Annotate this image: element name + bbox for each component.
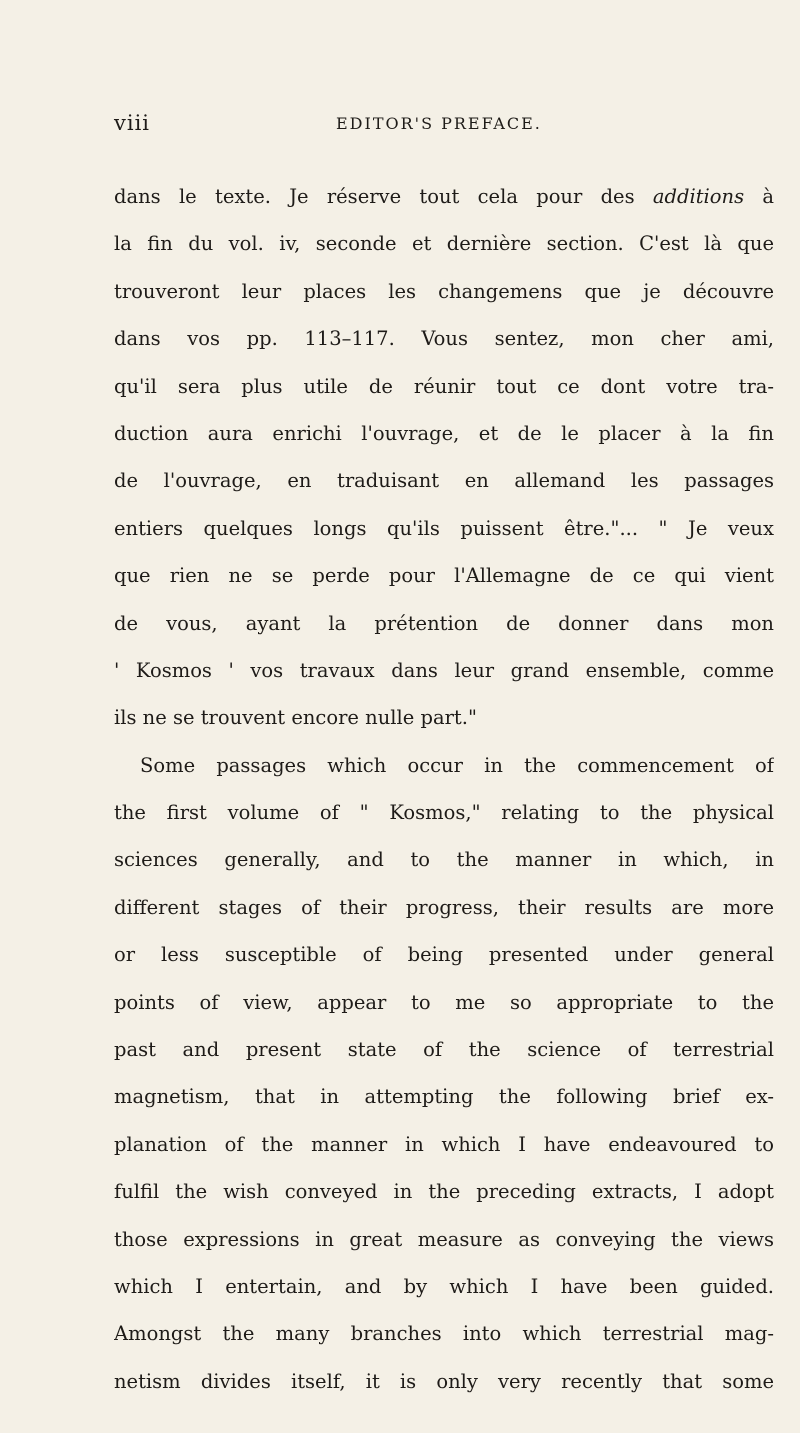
text-line: netism divides itself, it is only very recently that some [114,1369,774,1393]
text-line: duction aura enrichi l'ouvrage, et de le placer à la fin [114,421,774,445]
text-line: fulfil the wish conveyed in the preceding extracts, I adopt [114,1180,774,1204]
text-line: trouveront leur places les changemens que je découvre [114,279,774,303]
text-line: ils ne se trouvent encore nulle part." [114,706,477,730]
text-line: que rien ne se perde pour l'Allemagne de ce qui vient [114,564,774,588]
page-number: viii [114,111,151,135]
text-line: those expressions in great measure as conveying the views [114,1227,774,1251]
text-line: the first volume of " Kosmos," relating to the physical [114,801,774,825]
text-line: sciences generally, and to the manner in which, in [114,848,774,872]
text-line: entiers quelques longs qu'ils puissent être."... " Je veux [114,516,774,540]
text-line: dans vos pp. 113–117. Vous sentez, mon cher ami, [114,327,774,351]
text-line: which I entertain, and by which I have been guided. [114,1274,774,1298]
text-line: points of view, appear to me so appropriate to the [114,990,774,1014]
running-title: EDITOR'S PREFACE. [336,114,542,133]
text-line: de l'ouvrage, en traduisant en allemand les passages [114,469,774,493]
text-line: magnetism, that in attempting the following brief ex- [114,1085,774,1109]
running-head [114,111,774,151]
text-line: dans le texte. Je réserve tout cela pour des additions à [114,185,774,208]
text-line: Amongst the many branches into which terrestrial mag- [114,1322,774,1346]
paragraph-start-line: Some passages which occur in the commencement of [140,753,774,777]
body-text [114,173,774,1405]
text-line: de vous, ayant la prétention de donner dans mon [114,611,774,635]
text-line: qu'il sera plus utile de réunir tout ce dont votre tra- [114,374,774,398]
text-line: or less susceptible of being presented under general [114,943,774,967]
text-line: planation of the manner in which I have endeavoured to [114,1132,774,1156]
text-line: different stages of their progress, their results are more [114,895,774,919]
text-line: past and present state of the science of terrestrial [114,1038,774,1062]
text-line: la fin du vol. iv, seconde et dernière section. C'est là que [114,232,774,256]
text-line: ' Kosmos ' vos travaux dans leur grand ensemble, comme [114,658,774,682]
italic-word: additions [652,185,745,208]
